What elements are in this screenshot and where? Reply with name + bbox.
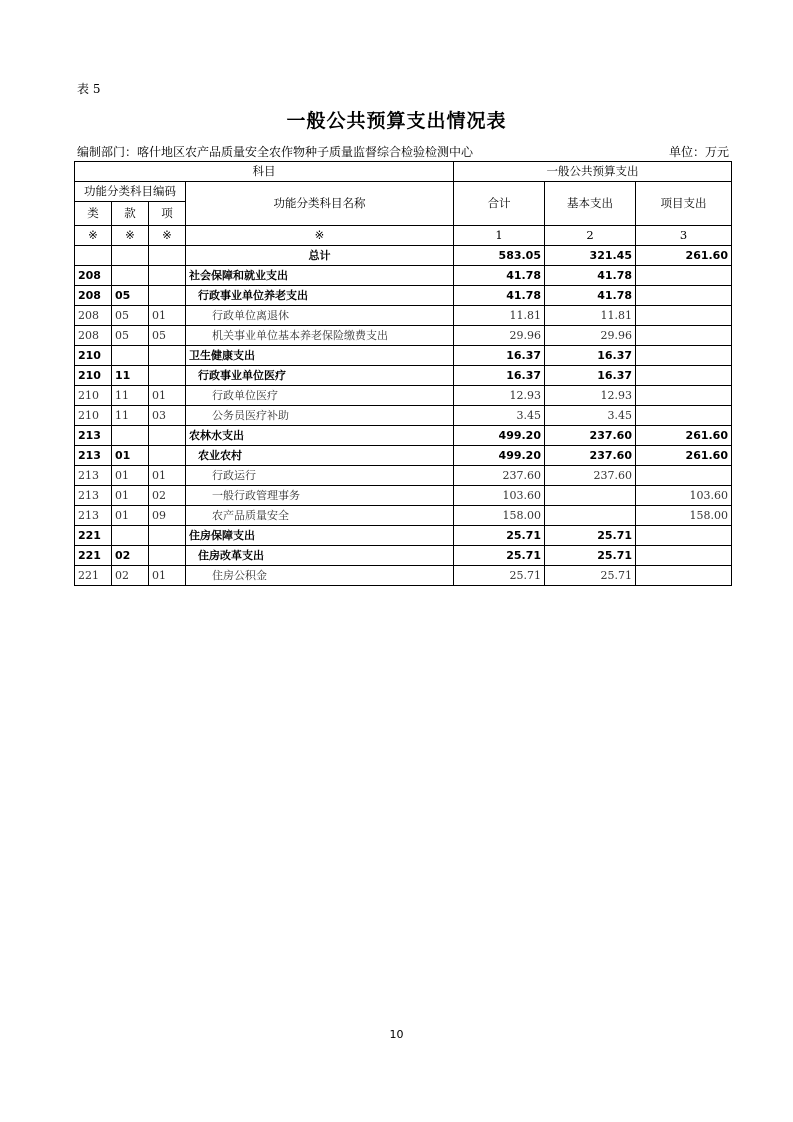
row-project bbox=[636, 266, 732, 286]
empty-cell bbox=[112, 246, 149, 266]
row-name: 一般行政管理事务 bbox=[186, 486, 454, 506]
row-name: 行政单位离退休 bbox=[186, 306, 454, 326]
row-total: 16.37 bbox=[454, 366, 545, 386]
row-project bbox=[636, 326, 732, 346]
row-lei: 213 bbox=[75, 506, 112, 526]
row-xiang bbox=[149, 366, 186, 386]
col-index-1: 1 bbox=[454, 226, 545, 246]
row-basic: 237.60 bbox=[545, 426, 636, 446]
row-lei: 213 bbox=[75, 426, 112, 446]
header-name: 功能分类科目名称 bbox=[186, 182, 454, 226]
col-index-2: 2 bbox=[545, 226, 636, 246]
row-xiang bbox=[149, 526, 186, 546]
row-basic: 25.71 bbox=[545, 566, 636, 586]
row-project bbox=[636, 366, 732, 386]
row-total: 12.93 bbox=[454, 386, 545, 406]
row-basic: 41.78 bbox=[545, 286, 636, 306]
total-basic: 321.45 bbox=[545, 246, 636, 266]
row-name: 住房改革支出 bbox=[186, 546, 454, 566]
row-name: 住房保障支出 bbox=[186, 526, 454, 546]
table-row bbox=[75, 446, 732, 466]
row-project bbox=[636, 566, 732, 586]
row-total: 499.20 bbox=[454, 426, 545, 446]
row-lei: 210 bbox=[75, 406, 112, 426]
total-label: 总计 bbox=[186, 246, 454, 266]
row-name: 机关事业单位基本养老保险缴费支出 bbox=[186, 326, 454, 346]
row-name: 行政单位医疗 bbox=[186, 386, 454, 406]
row-basic: 11.81 bbox=[545, 306, 636, 326]
row-total: 41.78 bbox=[454, 286, 545, 306]
row-xiang bbox=[149, 346, 186, 366]
mark-cell: ※ bbox=[112, 226, 149, 246]
row-xiang: 01 bbox=[149, 466, 186, 486]
row-total: 16.37 bbox=[454, 346, 545, 366]
row-kuan: 05 bbox=[112, 306, 149, 326]
row-xiang: 01 bbox=[149, 566, 186, 586]
row-lei: 221 bbox=[75, 526, 112, 546]
row-basic: 12.93 bbox=[545, 386, 636, 406]
row-kuan: 02 bbox=[112, 546, 149, 566]
row-xiang: 02 bbox=[149, 486, 186, 506]
table-row bbox=[75, 506, 732, 526]
row-xiang bbox=[149, 266, 186, 286]
row-kuan: 02 bbox=[112, 566, 149, 586]
header-row-2 bbox=[75, 182, 732, 202]
table-row bbox=[75, 566, 732, 586]
row-project: 103.60 bbox=[636, 486, 732, 506]
department-label: 编制部门：喀什地区农产品质量安全农作物种子质量监督综合检验检测中心 bbox=[77, 145, 474, 159]
table-row bbox=[75, 526, 732, 546]
row-lei: 213 bbox=[75, 486, 112, 506]
row-basic: 25.71 bbox=[545, 546, 636, 566]
row-name: 农产品质量安全 bbox=[186, 506, 454, 526]
row-name: 行政运行 bbox=[186, 466, 454, 486]
header-kuan: 款 bbox=[112, 202, 149, 226]
row-lei: 208 bbox=[75, 306, 112, 326]
row-project: 158.00 bbox=[636, 506, 732, 526]
row-kuan: 01 bbox=[112, 466, 149, 486]
row-xiang: 03 bbox=[149, 406, 186, 426]
row-kuan: 05 bbox=[112, 326, 149, 346]
row-xiang bbox=[149, 426, 186, 446]
row-basic: 16.37 bbox=[545, 366, 636, 386]
total-row bbox=[75, 246, 732, 266]
budget-table bbox=[74, 161, 732, 586]
row-total: 158.00 bbox=[454, 506, 545, 526]
row-xiang bbox=[149, 546, 186, 566]
header-row-1 bbox=[75, 162, 732, 182]
page-number: 10 bbox=[389, 1028, 404, 1041]
row-basic: 29.96 bbox=[545, 326, 636, 346]
row-basic: 3.45 bbox=[545, 406, 636, 426]
row-total: 29.96 bbox=[454, 326, 545, 346]
row-total: 25.71 bbox=[454, 546, 545, 566]
row-lei: 210 bbox=[75, 386, 112, 406]
row-project: 261.60 bbox=[636, 426, 732, 446]
row-project: 261.60 bbox=[636, 446, 732, 466]
table-row bbox=[75, 386, 732, 406]
row-name: 卫生健康支出 bbox=[186, 346, 454, 366]
header-code-group: 功能分类科目编码 bbox=[75, 182, 186, 202]
row-project bbox=[636, 306, 732, 326]
row-name: 行政事业单位医疗 bbox=[186, 366, 454, 386]
row-kuan: 11 bbox=[112, 406, 149, 426]
page-title: 一般公共预算支出情况表 bbox=[286, 110, 507, 132]
row-project bbox=[636, 286, 732, 306]
table-row bbox=[75, 466, 732, 486]
row-xiang bbox=[149, 286, 186, 306]
empty-cell bbox=[149, 246, 186, 266]
row-xiang: 01 bbox=[149, 306, 186, 326]
row-lei: 213 bbox=[75, 466, 112, 486]
table-row bbox=[75, 366, 732, 386]
row-lei: 213 bbox=[75, 446, 112, 466]
row-xiang: 01 bbox=[149, 386, 186, 406]
row-xiang bbox=[149, 446, 186, 466]
row-name: 住房公积金 bbox=[186, 566, 454, 586]
row-total: 25.71 bbox=[454, 526, 545, 546]
row-project bbox=[636, 546, 732, 566]
table-row bbox=[75, 286, 732, 306]
header-budget-group: 一般公共预算支出 bbox=[454, 162, 732, 182]
row-basic bbox=[545, 486, 636, 506]
row-lei: 221 bbox=[75, 546, 112, 566]
row-basic: 41.78 bbox=[545, 266, 636, 286]
row-kuan: 11 bbox=[112, 366, 149, 386]
row-kuan: 01 bbox=[112, 486, 149, 506]
row-total: 499.20 bbox=[454, 446, 545, 466]
row-kuan: 05 bbox=[112, 286, 149, 306]
row-lei: 210 bbox=[75, 346, 112, 366]
mark-cell: ※ bbox=[149, 226, 186, 246]
mark-cell: ※ bbox=[186, 226, 454, 246]
header-total: 合计 bbox=[454, 182, 545, 226]
row-xiang: 05 bbox=[149, 326, 186, 346]
row-kuan: 11 bbox=[112, 386, 149, 406]
row-basic bbox=[545, 506, 636, 526]
row-name: 社会保障和就业支出 bbox=[186, 266, 454, 286]
header-project: 项目支出 bbox=[636, 182, 732, 226]
table-row bbox=[75, 346, 732, 366]
header-xiang: 项 bbox=[149, 202, 186, 226]
header-basic: 基本支出 bbox=[545, 182, 636, 226]
row-kuan bbox=[112, 266, 149, 286]
table-row bbox=[75, 326, 732, 346]
row-basic: 16.37 bbox=[545, 346, 636, 366]
row-lei: 208 bbox=[75, 266, 112, 286]
header-subject: 科目 bbox=[75, 162, 454, 182]
row-project bbox=[636, 346, 732, 366]
row-kuan bbox=[112, 426, 149, 446]
row-lei: 210 bbox=[75, 366, 112, 386]
total-total: 583.05 bbox=[454, 246, 545, 266]
table-row bbox=[75, 546, 732, 566]
row-kuan: 01 bbox=[112, 446, 149, 466]
row-name: 农业农村 bbox=[186, 446, 454, 466]
row-kuan: 01 bbox=[112, 506, 149, 526]
row-name: 农林水支出 bbox=[186, 426, 454, 446]
empty-cell bbox=[75, 246, 112, 266]
row-total: 11.81 bbox=[454, 306, 545, 326]
table-row bbox=[75, 486, 732, 506]
row-basic: 237.60 bbox=[545, 466, 636, 486]
header-lei: 类 bbox=[75, 202, 112, 226]
col-index-3: 3 bbox=[636, 226, 732, 246]
row-xiang: 09 bbox=[149, 506, 186, 526]
unit-label: 单位：万元 bbox=[668, 145, 729, 159]
row-lei: 221 bbox=[75, 566, 112, 586]
table-row bbox=[75, 266, 732, 286]
row-basic: 25.71 bbox=[545, 526, 636, 546]
row-total: 237.60 bbox=[454, 466, 545, 486]
total-project: 261.60 bbox=[636, 246, 732, 266]
row-project bbox=[636, 406, 732, 426]
row-lei: 208 bbox=[75, 326, 112, 346]
row-total: 3.45 bbox=[454, 406, 545, 426]
row-name: 公务员医疗补助 bbox=[186, 406, 454, 426]
header-row-4 bbox=[75, 226, 732, 246]
row-total: 103.60 bbox=[454, 486, 545, 506]
row-total: 41.78 bbox=[454, 266, 545, 286]
table-row bbox=[75, 306, 732, 326]
row-basic: 237.60 bbox=[545, 446, 636, 466]
row-total: 25.71 bbox=[454, 566, 545, 586]
mark-cell: ※ bbox=[75, 226, 112, 246]
row-kuan bbox=[112, 526, 149, 546]
row-lei: 208 bbox=[75, 286, 112, 306]
table-row bbox=[75, 406, 732, 426]
row-kuan bbox=[112, 346, 149, 366]
row-project bbox=[636, 386, 732, 406]
row-name: 行政事业单位养老支出 bbox=[186, 286, 454, 306]
row-project bbox=[636, 466, 732, 486]
table-label: 表 5 bbox=[77, 82, 101, 96]
table-row bbox=[75, 426, 732, 446]
row-project bbox=[636, 526, 732, 546]
